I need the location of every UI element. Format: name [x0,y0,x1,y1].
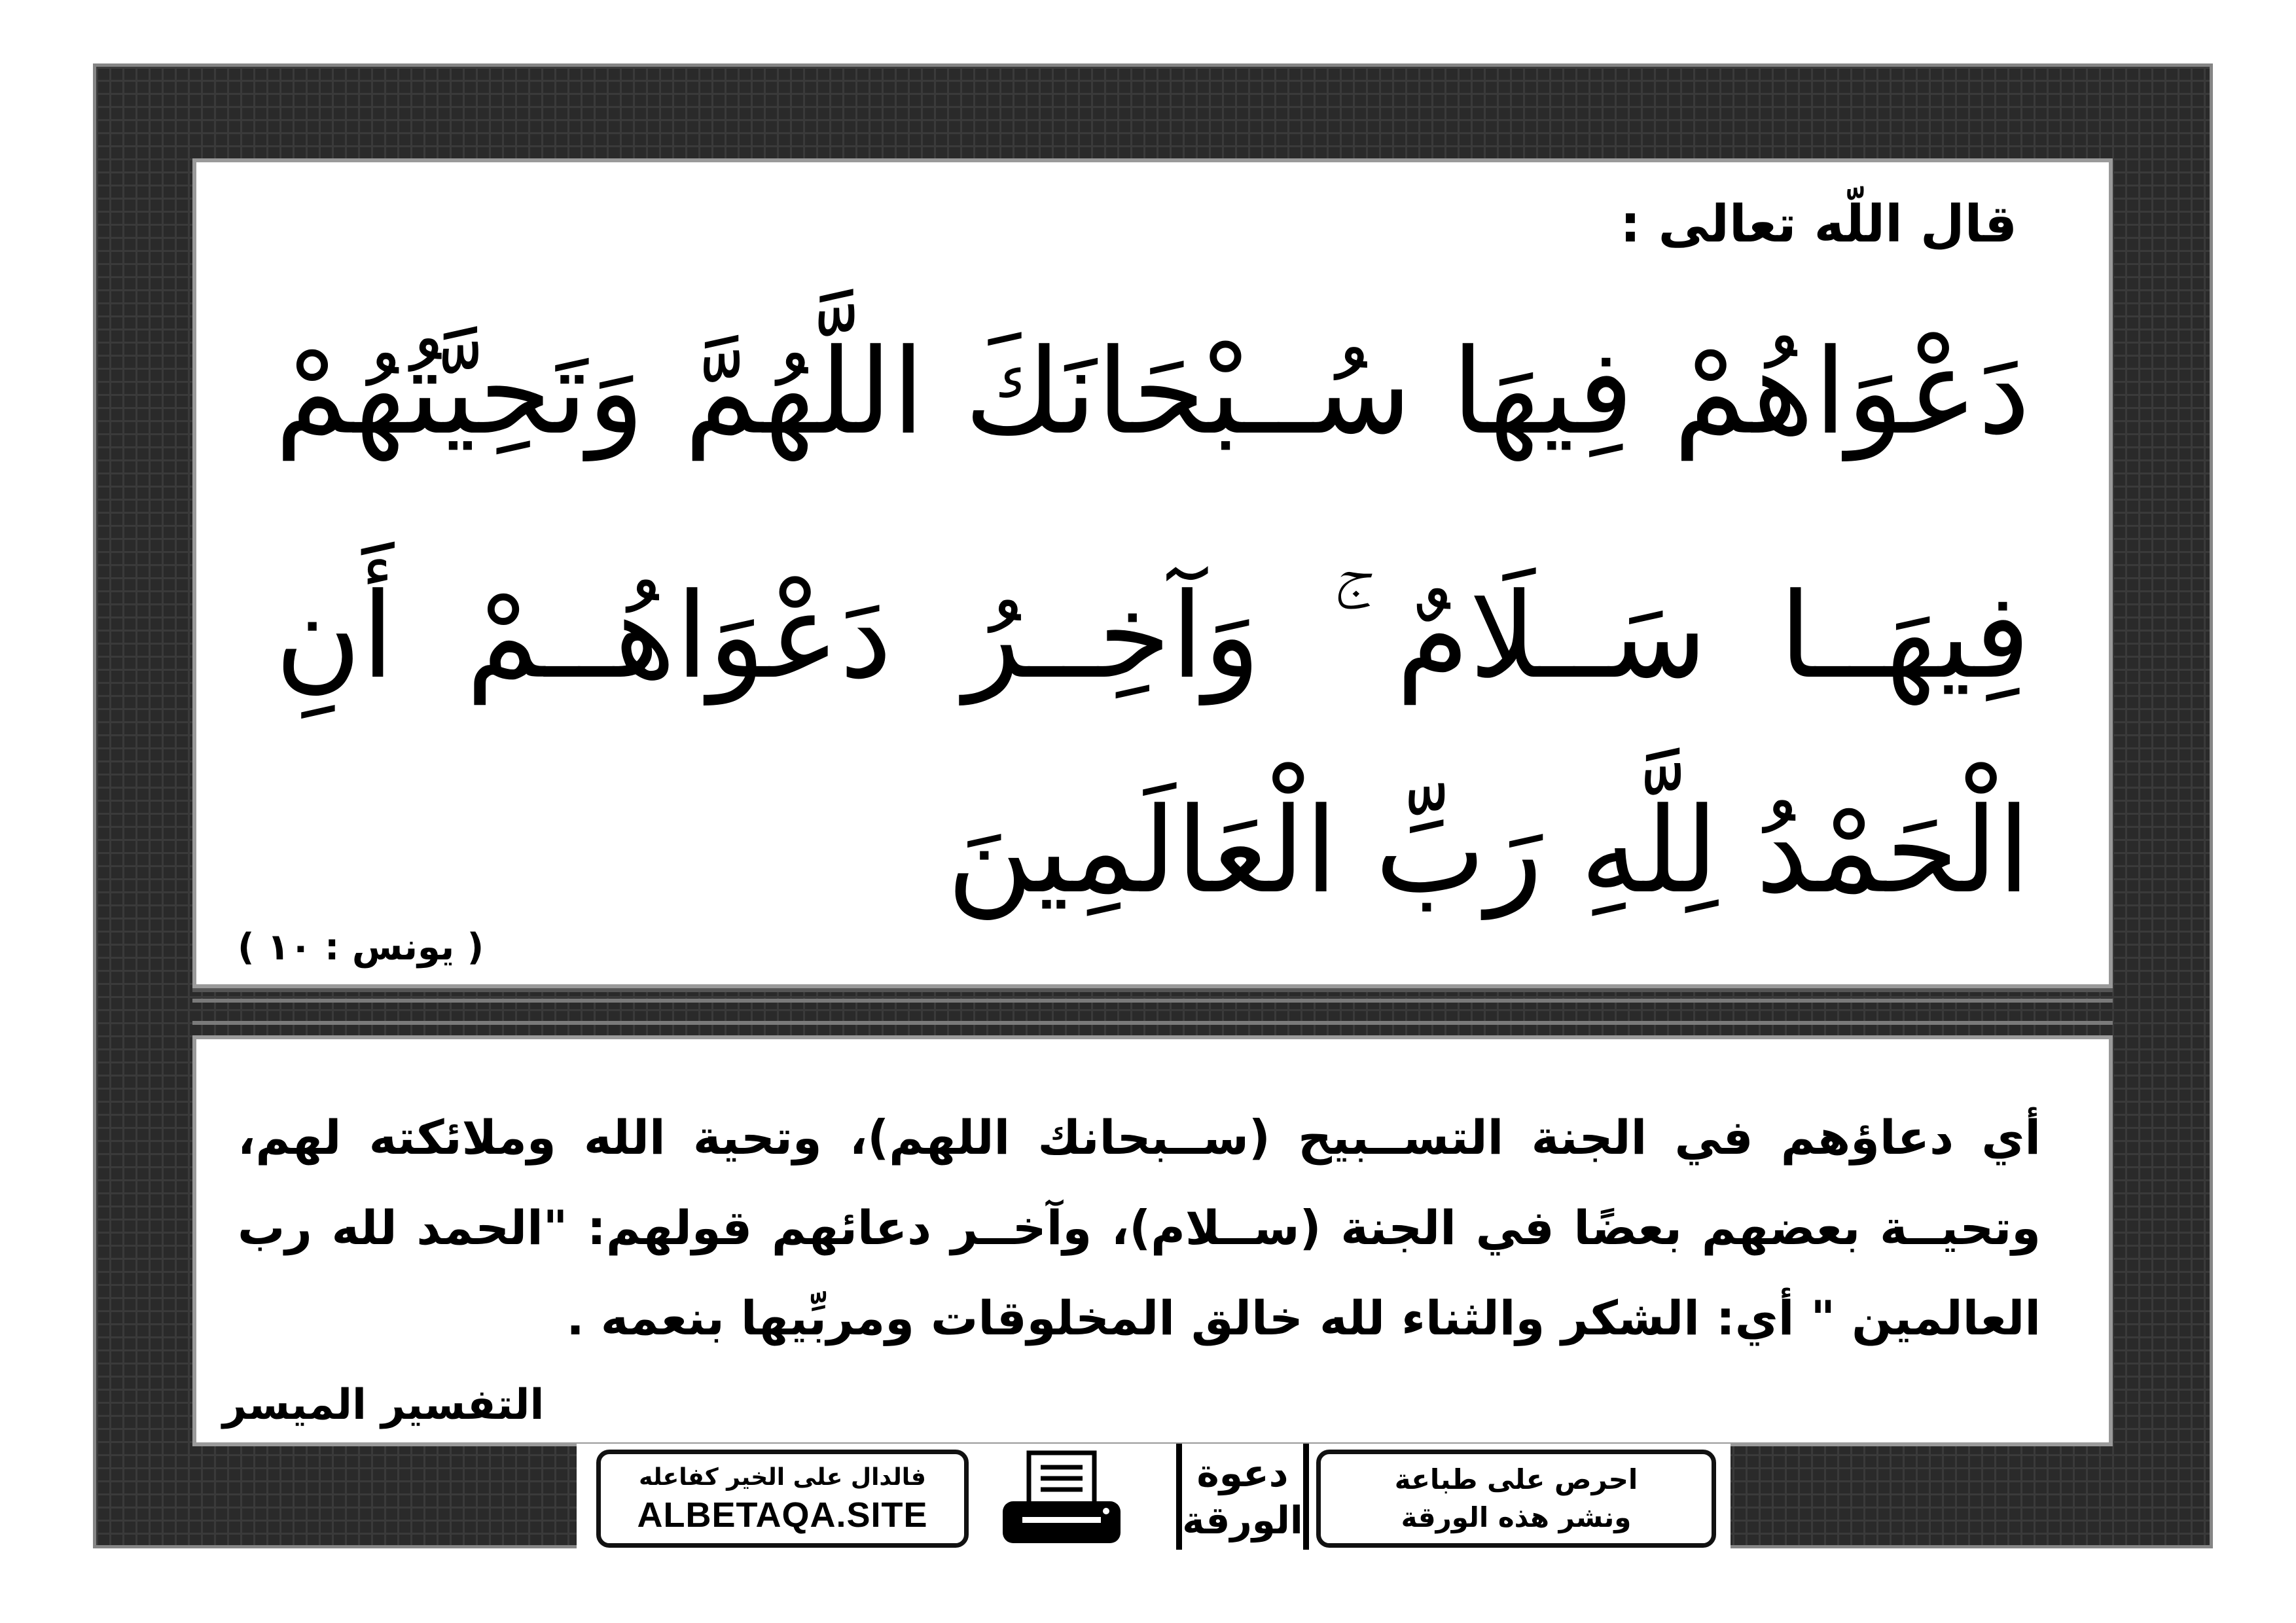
tafsir-line-1 [238,1092,2041,1183]
verse-line-1-text: دَعْوَاهُمْ فِيهَا سُــبْحَانَكَ اللَّهُمَّ وَتَحِيَّتُهُمْ [275,324,2030,461]
logo-line-bottom-text: الورقة [1182,1498,1303,1543]
print-reminder-line-1: احرص على طباعة [1394,1463,1638,1495]
verse-line-1 [275,294,2030,491]
tafsir-line-1-text: أي دعاؤهم في الجنة التســبيح (ســبحانك اللهم)، وتحية الله وملائكته لهم، [238,1110,2041,1165]
logo-line-top [1182,1450,1303,1497]
logo-line-top-text: دعوة [1196,1451,1289,1495]
verse-intro-text: قال اللّه تعالى : [1620,195,2017,254]
dawat-alwaraqa-logo [1176,1444,1309,1550]
verse-line-3-text: الْحَمْدُ لِلَّهِ رَبِّ الْعَالَمِينَ [946,783,2030,919]
verse-reference-text: ( يونس : ١٠ ) [238,926,484,969]
verse-line-2-text: فِيهَــا سَــلَامٌ ۚ وَآخِــرُ دَعْوَاهُــمْ أَنِ [275,568,2030,705]
website-box [596,1450,969,1548]
panel-separator [192,988,2113,1035]
verse-line-2 [275,539,2030,735]
print-reminder-box [1316,1450,1716,1548]
tafsir-line-3 [238,1272,2041,1364]
separator-rule-bottom [192,1021,2113,1025]
tafsir-panel [192,1035,2113,1446]
tafsir-line-3-text: العالمين " أي: الشكر والثناء لله خالق المخلوقات ومربِّيها بنعمه . [566,1291,2041,1346]
footer [577,1444,1731,1550]
tafsir-source-text: التفسير الميسر [223,1381,545,1429]
verse-panel [192,158,2113,988]
separator-rule-top [192,999,2113,1003]
tafsir-line-2 [238,1182,2041,1274]
footer-saying: فالدال على الخير كفاعله [639,1464,926,1491]
print-reminder-line-2: ونشر هذه الورقة [1401,1501,1632,1533]
printer-icon [999,1449,1124,1547]
verse-line-3 [275,753,2030,950]
verse-intro [1620,188,2017,260]
tafsir-source [223,1377,544,1433]
tafsir-line-2-text: وتحيــة بعضهم بعضًا في الجنة (ســلام)، وآخــر دعائهم قولهم: "الحمد لله رب [238,1200,2041,1255]
website-url: ALBETAQA.SITE [637,1495,928,1535]
verse-reference [238,921,484,974]
logo-line-bottom [1182,1497,1303,1544]
